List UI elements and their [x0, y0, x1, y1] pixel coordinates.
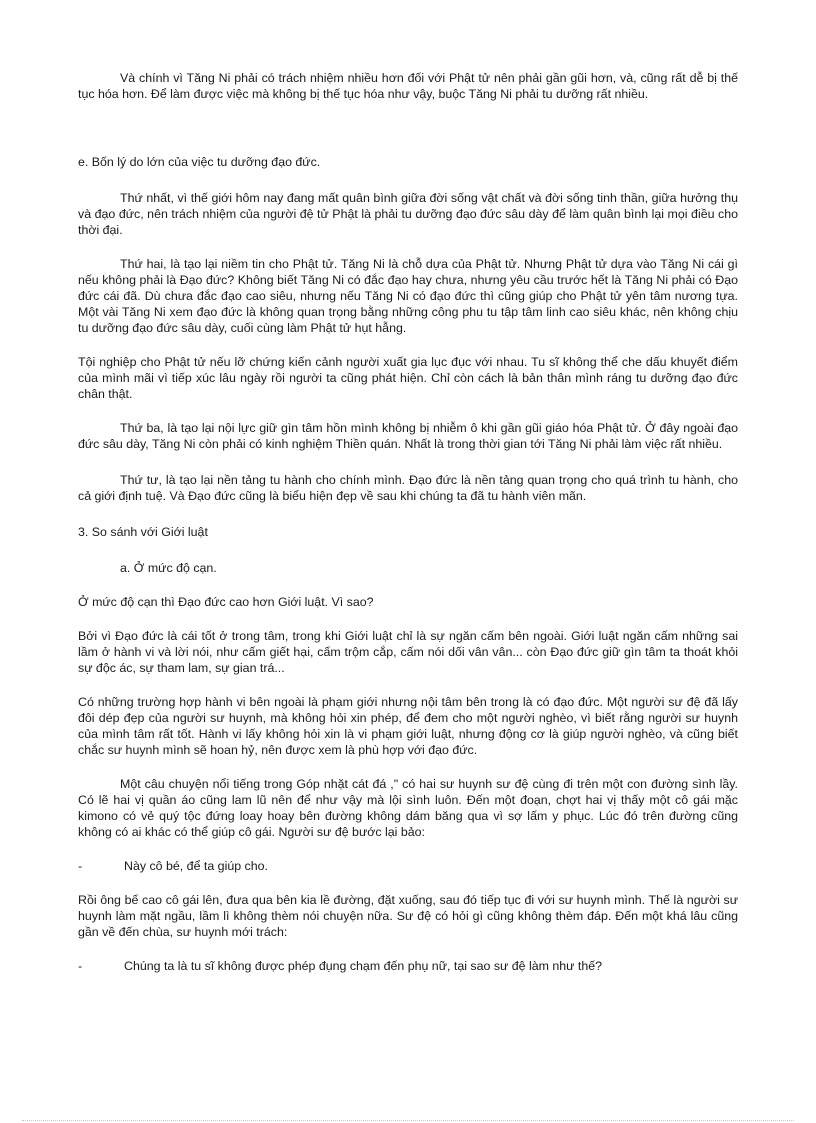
paragraph: Thứ nhất, vì thế giới hôm nay đang mất quân bình giữa đời sống vật chất và đời sống tinh thần, giữa hưởng thụ và đạo đức, nên trách nhiệm của người đệ tử Phật là phải tu dưỡng đạo đức sâu dày để làm quân bình lại mọi điều cho thời đại. — [78, 191, 738, 237]
document-body — [78, 70, 738, 974]
paragraph: Tội nghiệp cho Phật tử nếu lỡ chứng kiến cảnh người xuất gia lục đục với nhau. Tu sĩ không thể che dấu khuyết điểm của mình mãi vì tiếp xúc lâu ngày rồi người ta cũng phát hiện. Chỉ còn cách là bản thân mình ráng tu dưỡng đạo đức chân thật. — [78, 355, 738, 401]
dialogue-text: Chúng ta là tu sĩ không được phép đụng chạm đến phụ nữ, tại sao sư đệ làm như thế? — [124, 959, 603, 973]
page-bottom-divider — [22, 1120, 794, 1121]
dialogue-text: Này cô bé, để ta giúp cho. — [124, 859, 268, 873]
dialogue-line — [78, 958, 738, 974]
paragraph: Một câu chuyện nổi tiếng trong Góp nhặt cát đá ," có hai sư huynh sư đệ cùng đi trên một con đường sình lầy. Có lẽ hai vị quần áo cũng lam lũ nên để như vậy mà lội sình luôn. Đến một đoạn, chợt hai vị thấy một cô gái mặc kimono có vẻ quý tộc đứng loay hoay bên đường không dám băng qua vì sợ lấm y phục. Lúc đó trên đường cũng không có ai khác có thể giúp cô gái. Người sư đệ bước lại bảo: — [78, 777, 738, 839]
paragraph: Ở mức độ cạn thì Đạo đức cao hơn Giới luật. Vì sao? — [78, 595, 374, 609]
paragraph: Thứ ba, là tạo lại nội lực giữ gìn tâm hồn mình không bị nhiễm ô khi gần gũi giáo hóa Phật tử. Ở đây ngoài đạo đức sâu dày, Tăng Ni còn phải có kinh nghiệm Thiền quán. Nhất là trong thời gian tới Tăng Ni phải làm việc rất nhiều. — [78, 421, 738, 451]
dash-marker: - — [78, 859, 83, 873]
paragraph: Bởi vì Đạo đức là cái tốt ở trong tâm, trong khi Giới luật chỉ là sự ngăn cấm bên ngoài. Giới luật ngăn cấm những sai lầm ở hành vi và lời nói, như cấm giết hại, cấm trộm cắp, cấm nói dối vân vân... còn Đạo đức giữ gìn tâm ta thoát khỏi sự độc ác, sự tham lam, sự gian trá... — [78, 629, 738, 675]
paragraph: Thứ hai, là tạo lại niềm tin cho Phật tử. Tăng Ni là chỗ dựa của Phật tử. Nhưng Phật tử dựa vào Tăng Ni cái gì nếu không phải là Đạo đức? Không biết Tăng Ni có đắc đạo hay chưa, nhưng yêu cầu trước hết là Tăng Ni phải có Đạo đức cái đã. Dù chưa đắc đạo cao siêu, nhưng nếu Tăng Ni có đạo đức thì cũng giúp cho Phật tử yên tâm nương tựa. Một vài Tăng Ni xem đạo đức là không quan trọng bằng những công phu tu tập tâm linh cao siêu khác, nên không chịu tu dưỡng đạo đức sâu dày, cuối cùng làm Phật tử hụt hẫng. — [78, 257, 738, 335]
paragraph: Và chính vì Tăng Ni phải có trách nhiệm nhiều hơn đối với Phật tử nên phải gần gũi hơn, và, cũng rất dễ bị thế tục hóa hơn. Để làm được việc mà không bị thế tục hóa như vậy, buộc Tăng Ni phải tu dưỡng rất nhiều. — [78, 71, 738, 101]
paragraph: Có những trường hợp hành vi bên ngoài là phạm giới nhưng nội tâm bên trong là có đạo đức. Một người sư đệ đã lấy đôi dép đẹp của người sư huynh, mà không hỏi xin phép, để đem cho một người nghèo, vì biết rằng người sư huynh của mình tâm rất tốt. Hành vi lấy không hỏi xin là vi phạm giới luật, nhưng động cơ là giúp người nghèo, và cũng biết chắc sư huynh mình sẽ hoan hỷ, nên được xem là phù hợp với đạo đức. — [78, 695, 738, 757]
dash-marker: - — [78, 959, 83, 973]
paragraph: Rồi ông bế cao cô gái lên, đưa qua bên kia lề đường, đặt xuống, sau đó tiếp tục đi với sư huynh mình. Thế là người sư huynh làm mặt ngầu, lầm lì không thèm nói chuyện nữa. Sư đệ có hỏi gì cũng không thèm đáp. Đến một khá lâu cũng gần về đến chùa, sư huynh mới trách: — [78, 893, 738, 939]
dialogue-line — [78, 858, 738, 874]
paragraph: Thứ tư, là tạo lại nền tảng tu hành cho chính mình. Đạo đức là nền tảng quan trọng cho quá trình tu hành, cho cả giới định tuệ. Và Đạo đức cũng là biểu hiện đẹp về sau khi chúng ta đã tu hành viên mãn. — [78, 473, 738, 503]
section-heading-e: e. Bốn lý do lớn của việc tu dưỡng đạo đức. — [78, 155, 321, 169]
subsection-heading-a: a. Ở mức độ cạn. — [120, 561, 217, 575]
section-heading-3: 3. So sánh với Giới luật — [78, 525, 208, 539]
